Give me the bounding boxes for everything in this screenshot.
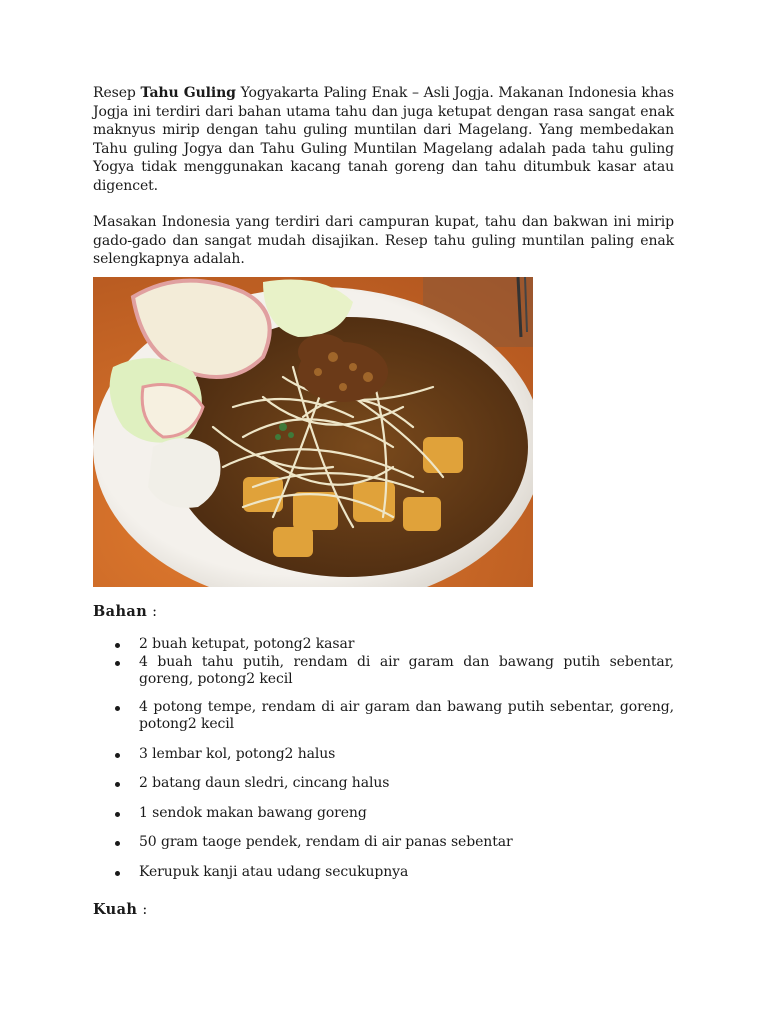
list-item-text: 4 buah tahu putih, rendam di air garam dan bawang putih sebentar, goreng, potong2 kecil — [139, 653, 674, 687]
intro-text: Yogyakarta Paling Enak – Asli Jogja. Makanan Indonesia khas Jogja ini terdiri dari bahan utama tahu dan juga ketupat dengan rasa sangat enak maknyus mirip dengan tahu guling muntilan dari Magelang. Yang membedakan Tahu guling Jogya dan Tahu Guling Muntilan Magelang adalah pada tahu guling Yogya tidak menggunakan kacang tanah goreng dan tahu ditumbuk kasar atau digencet. — [93, 85, 674, 194]
list-item — [93, 805, 674, 823]
list-item — [93, 636, 674, 654]
list-item-text: 3 lembar kol, potong2 halus — [139, 745, 336, 762]
bullet-icon — [115, 643, 120, 648]
kuah-suffix: : — [137, 902, 148, 918]
bullet-icon — [115, 812, 120, 817]
bahan-heading — [93, 603, 157, 620]
intro-prefix: Resep — [93, 85, 141, 101]
bullet-icon — [115, 871, 120, 876]
bahan-suffix: : — [147, 604, 158, 620]
bullet-icon — [115, 661, 120, 666]
dish-photo-illustration — [93, 277, 533, 587]
bullet-icon — [115, 753, 120, 758]
bullet-icon — [115, 782, 120, 787]
intro-paragraph-2: Masakan Indonesia yang terdiri dari campuran kupat, tahu dan bakwan ini mirip gado-gado dan sangat mudah disajikan. Resep tahu guling muntilan paling enak selengkapnya adalah. — [93, 214, 674, 267]
list-item-text: 2 buah ketupat, potong2 kasar — [139, 636, 355, 652]
list-item — [93, 699, 674, 734]
list-item-text: 4 potong tempe, rendam di air garam dan bawang putih sebentar, goreng, potong2 kecil — [139, 698, 674, 732]
kuah-heading — [93, 901, 148, 918]
bahan-title: Bahan — [93, 603, 148, 620]
list-item — [93, 864, 674, 882]
bullet-icon — [115, 841, 120, 846]
bullet-icon — [115, 706, 120, 711]
list-item-text: 2 batang daun sledri, cincang halus — [139, 775, 390, 791]
list-item — [93, 746, 674, 764]
kuah-title: Kuah — [93, 901, 138, 918]
dish-photo — [93, 277, 533, 587]
recipe-name: Tahu Guling — [140, 85, 236, 101]
intro-section — [93, 84, 674, 269]
list-item-text: Kerupuk kanji atau udang secukupnya — [139, 863, 409, 880]
intro-paragraph-1 — [93, 84, 674, 195]
list-item-text: 50 gram taoge pendek, rendam di air panas sebentar — [139, 834, 513, 850]
list-item — [93, 775, 674, 793]
list-item — [93, 654, 674, 689]
list-item — [93, 834, 674, 852]
list-item-text: 1 sendok makan bawang goreng — [139, 804, 367, 821]
bahan-list — [93, 636, 674, 881]
